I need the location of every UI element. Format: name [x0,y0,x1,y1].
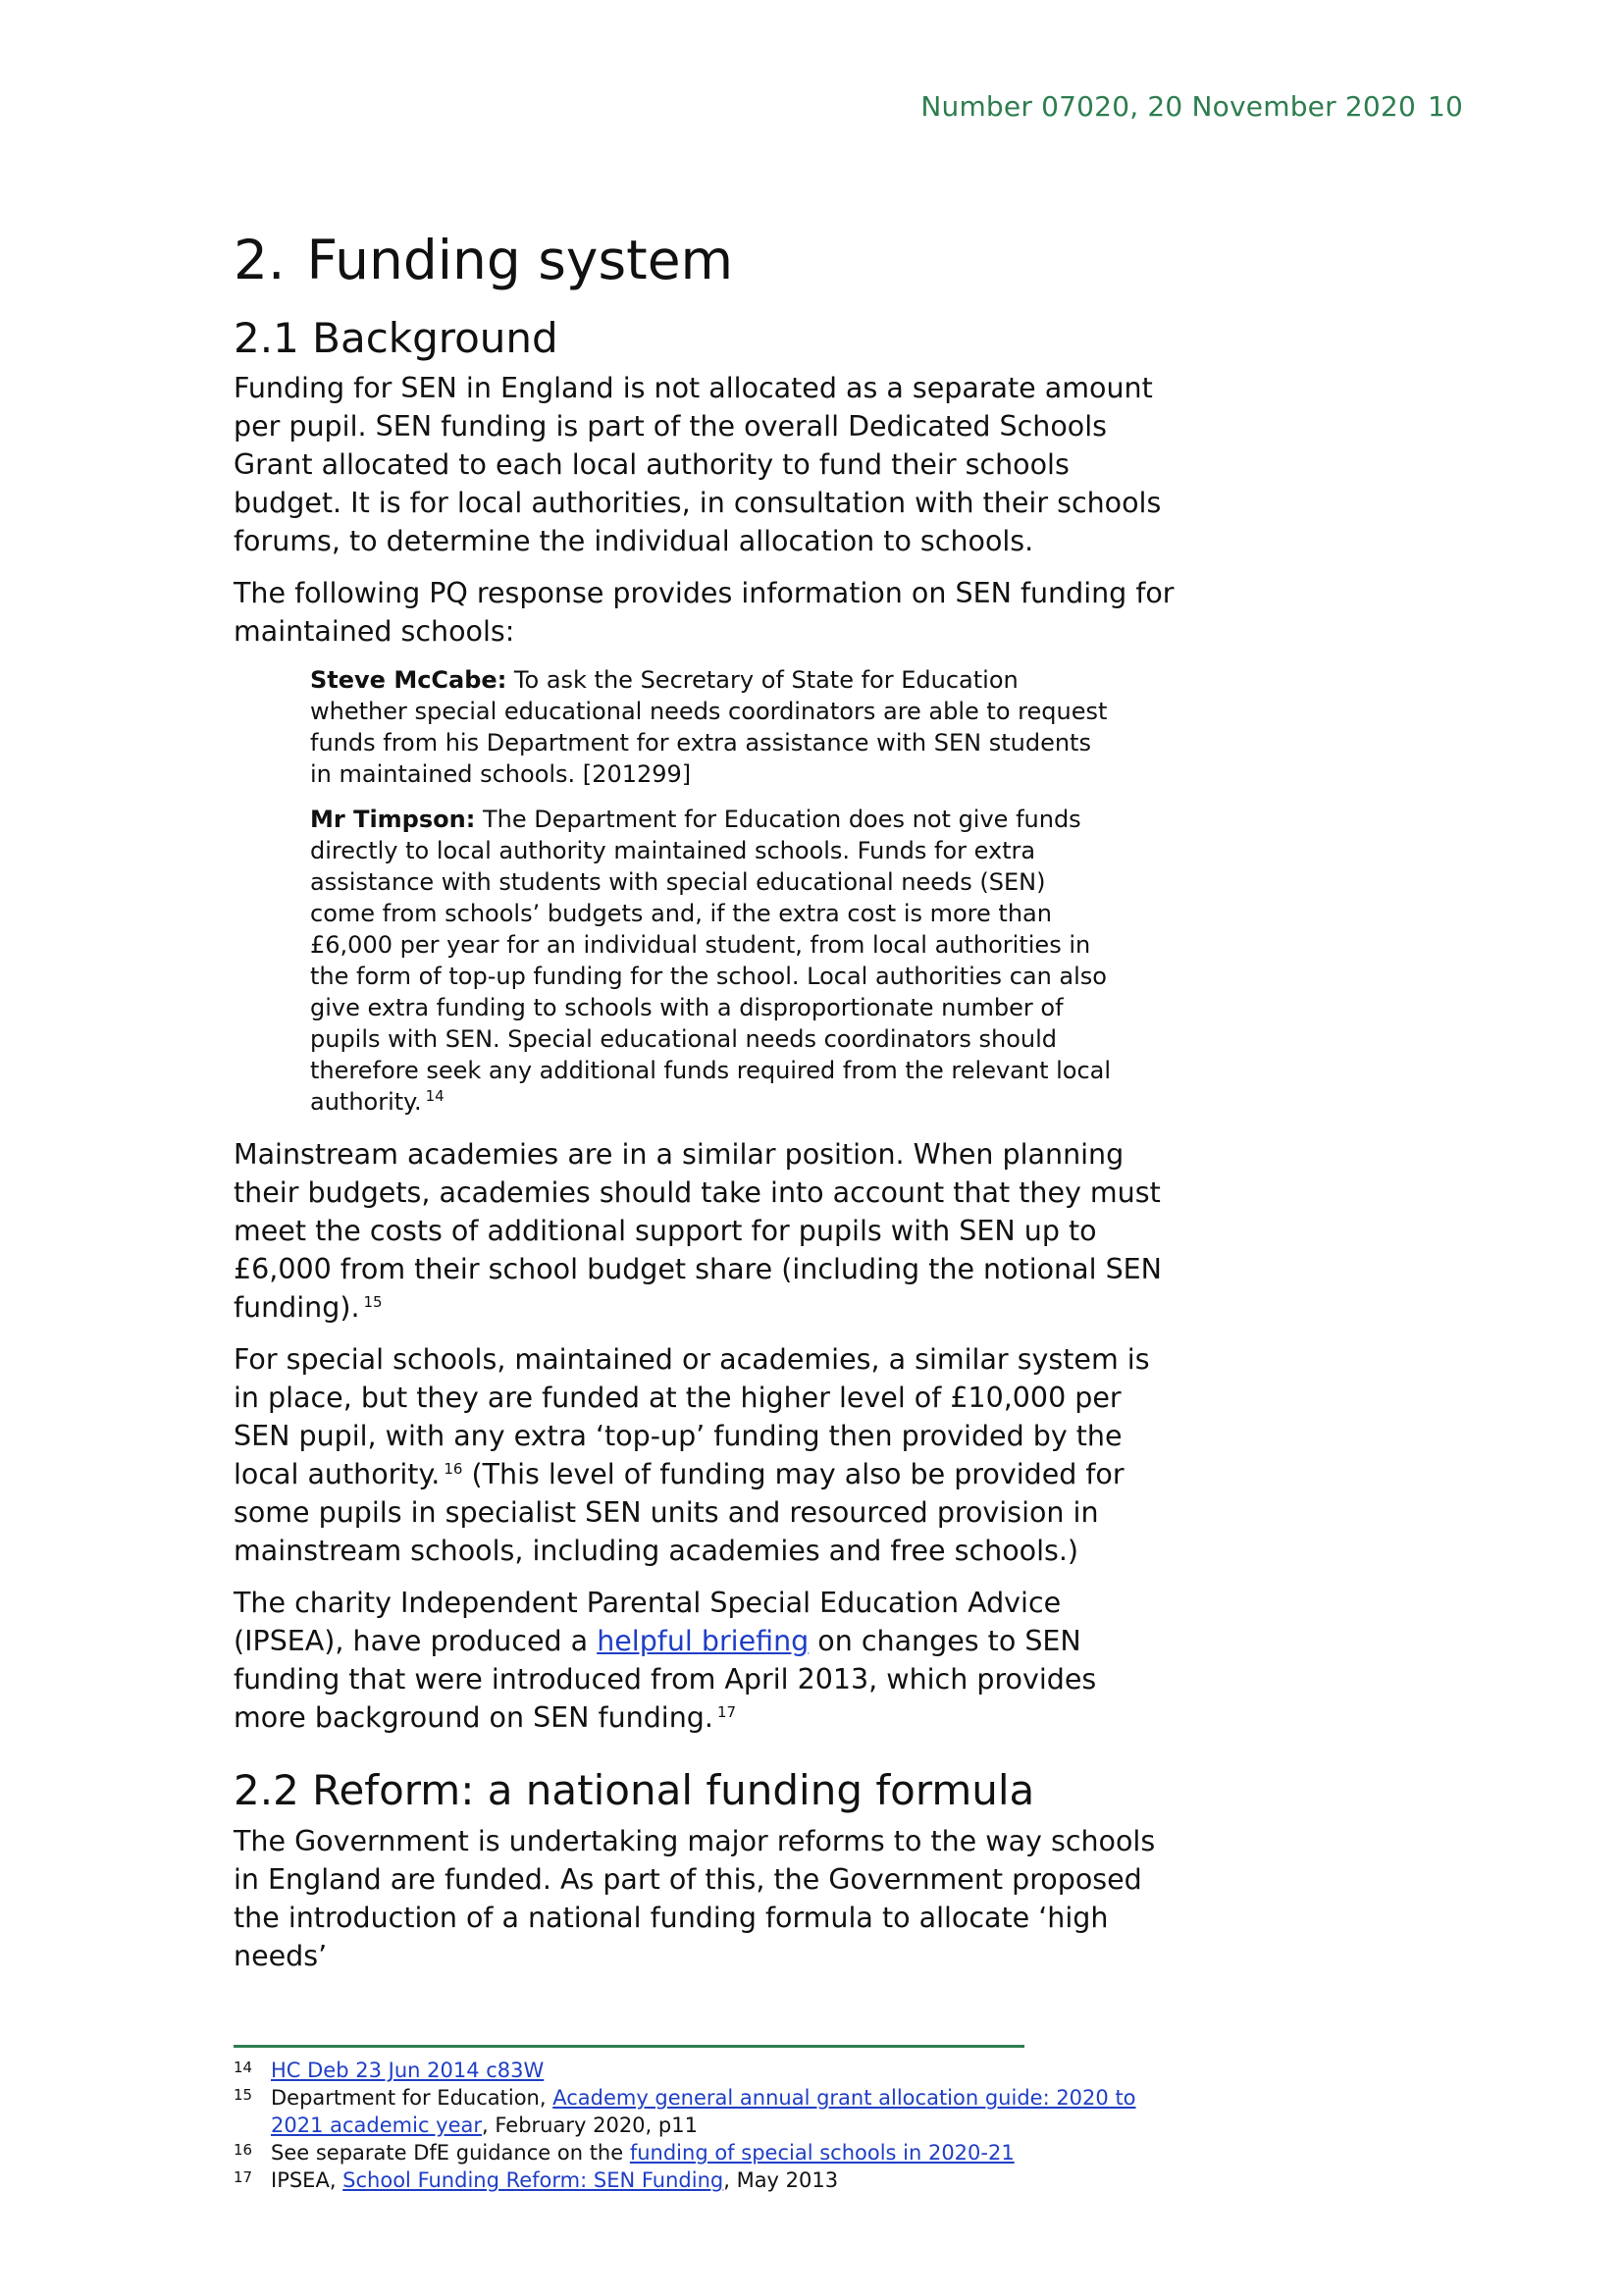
pq-quote [310,664,1115,1118]
page-number: 10 [1427,90,1463,123]
paragraph-ipsea-text-a: The charity Independent Parental Special Education Advice (IPSEA), have produced a [234,1587,1062,1658]
footnote-16-pre: See separate DfE guidance on the [271,2141,630,2165]
header-text: Number 07020, 20 November 2020 [920,90,1416,123]
footnote-text [271,2084,1176,2139]
quote-question-text: To ask the Secretary of State for Education whether special educational needs coordinators are able to request funds from his Department for extra assistance with SEN students in maintained schools. [201299] [310,666,1108,789]
quote-answer [310,804,1115,1118]
footnote-17-post: , May 2013 [723,2168,839,2192]
quote-answer-text: The Department for Education does not give funds directly to local authority maintained schools. Funds for extra assistance with students with special educational needs (SEN) come from schools’ budgets and, if the extra cost is more than £6,000 per year for an individual student, from local authorities in the form of top-up funding for the school. Local authorities can also give extra funding to schools with a disproportionate number of pupils with SEN. Special educational needs coordinators should therefore seek any additional funds required from the relevant local authority. [310,806,1112,1117]
paragraph-ipsea [234,1584,1176,1737]
paragraph-special-schools-text-b: (This level of funding may also be provided for some pupils in specialist SEN units and resourced provision in mainstream schools, including academies and free schools.) [234,1458,1125,1568]
paragraph-special-schools-text-a: For special schools, maintained or academies, a similar system is in place, but they are funded at the higher level of £10,000 per SEN pupil, with any extra ‘top-up’ funding then provided by the local authority. [234,1343,1150,1491]
paragraph-academies [234,1135,1176,1327]
paragraph-special-schools [234,1340,1176,1570]
section-heading-reform: 2.2 Reform: a national funding formula [234,1766,1035,1815]
footnote-ref-14[interactable]: 14 [425,1087,445,1106]
hc-deb-link[interactable]: HC Deb 23 Jun 2014 c83W [271,2059,545,2082]
paragraph-ipsea-text-b: on changes to SEN funding that were introduced from April 2013, which provides more background on SEN funding. [234,1625,1097,1735]
footnote-ref-15[interactable]: 15 [363,1292,383,1311]
section-heading-background: 2.1 Background [234,314,558,362]
footnote-17 [234,2166,1176,2194]
paragraph-academies-text: Mainstream academies are in a similar position. When planning their budgets, academies should take into account that they must meet the costs of additional support for pupils with SEN up to £6,000 from their school budget share (including the notional SEN funding). [234,1138,1162,1325]
helpful-briefing-link[interactable]: helpful briefing [597,1625,810,1658]
footnote-text [271,2166,1176,2194]
footnotes [234,2057,1176,2194]
footnote-text [271,2139,1176,2166]
footnote-15 [234,2084,1176,2139]
chapter-number: 2. [234,229,286,291]
quote-question [310,664,1115,790]
main-content [234,228,1176,1989]
paragraph-funding-intro: Funding for SEN in England is not allocated as a separate amount per pupil. SEN funding is part of the overall Dedicated Schools Grant allocated to each local authority to fund their schools budget. It is for local authorities, in consultation with their schools forums, to determine the individual allocation to schools. [234,372,1162,558]
paragraph-pq-intro: The following PQ response provides information on SEN funding for maintained schools: [234,577,1175,649]
quote-speaker-mccabe: Steve McCabe: [310,666,507,695]
paragraph-reform: The Government is undertaking major reforms to the way schools in England are funded. As part of this, the Government proposed the introduction of a national funding formula to allocate ‘high needs’ [234,1824,1156,1972]
running-header [920,90,1463,123]
footnote-14 [234,2057,1176,2084]
footnote-divider [234,2045,1024,2048]
academy-grant-guide-link[interactable]: Academy general annual grant allocation guide: 2020 to 2021 academic year [271,2086,1136,2137]
footnote-16 [234,2139,1176,2166]
footnote-ref-17[interactable]: 17 [716,1702,737,1721]
footnote-15-pre: Department for Education, [271,2086,553,2110]
footnote-number: 14 [234,2059,253,2076]
footnote-number: 15 [234,2086,253,2104]
footnote-text [271,2057,1176,2084]
footnote-number: 16 [234,2141,253,2159]
chapter-title: Funding system [306,229,734,291]
special-schools-funding-link[interactable]: funding of special schools in 2020-21 [629,2141,1015,2165]
school-funding-reform-link[interactable]: School Funding Reform: SEN Funding [342,2168,724,2192]
footnote-15-post: , February 2020, p11 [482,2113,698,2137]
footnote-ref-16[interactable]: 16 [444,1459,463,1478]
quote-speaker-timpson: Mr Timpson: [310,806,476,834]
footnote-17-pre: IPSEA, [271,2168,343,2192]
chapter-heading [234,228,1176,292]
footnote-number: 17 [234,2168,253,2186]
